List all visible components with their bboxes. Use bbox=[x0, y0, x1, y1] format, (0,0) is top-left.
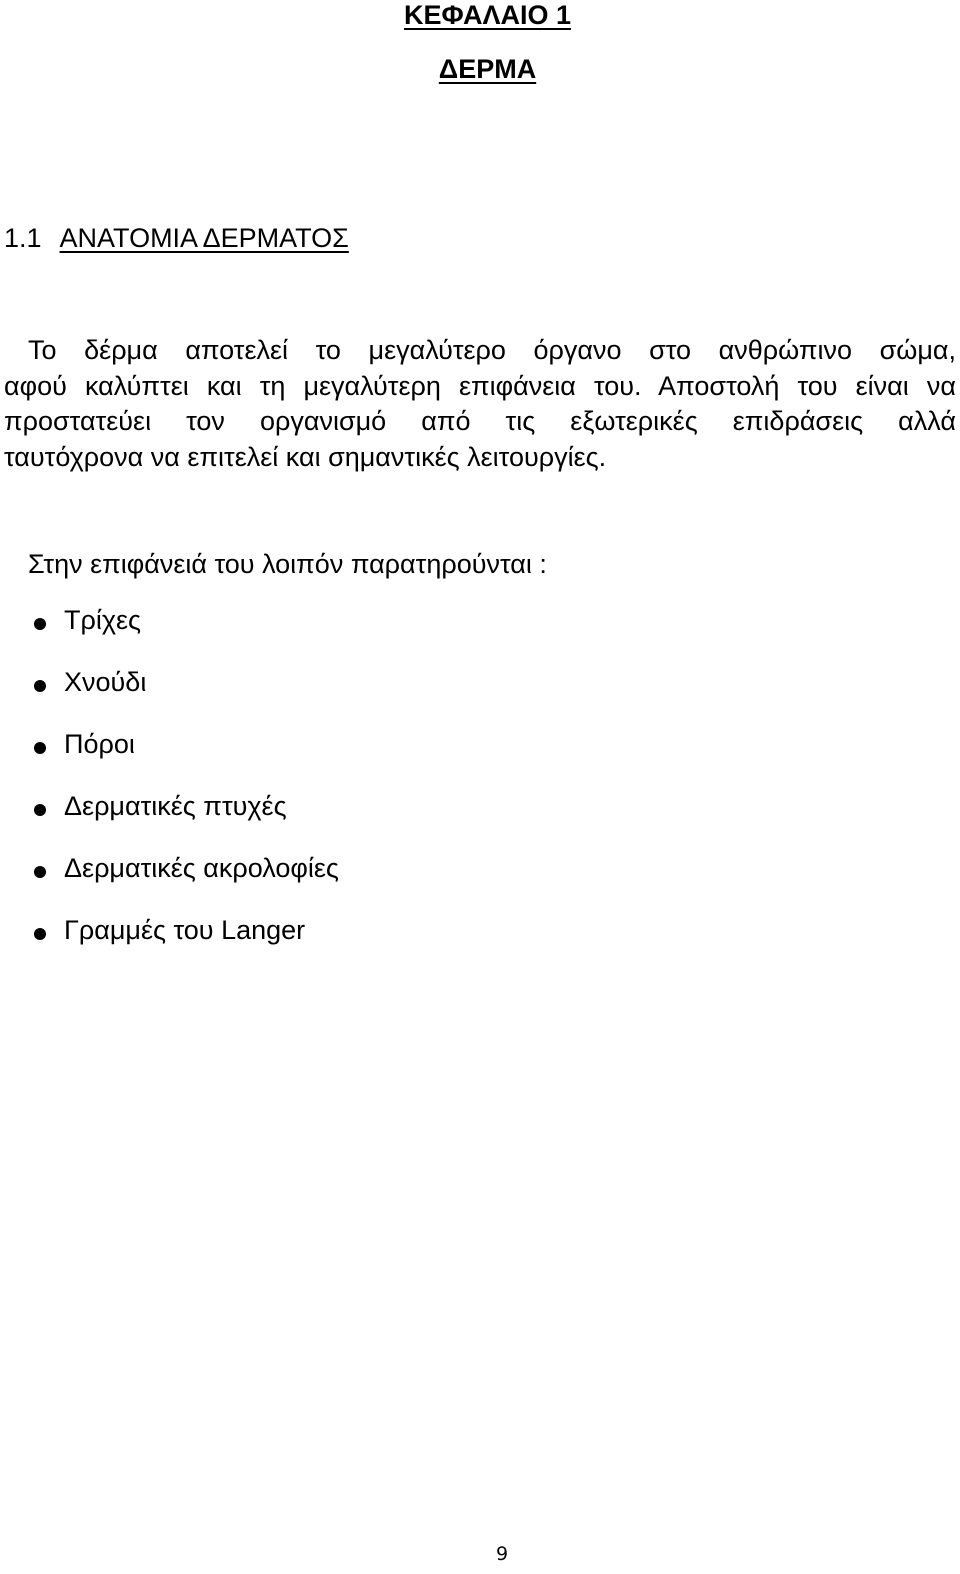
list-item-text: Χνούδι bbox=[64, 667, 147, 697]
section-number: 1.1 bbox=[4, 223, 42, 253]
section-title: ΑΝΑΤΟΜΙΑ ΔΕΡΜΑΤΟΣ bbox=[59, 223, 349, 253]
surface-intro: Στην επιφάνειά του λοιπόν παρατηρούνται : bbox=[28, 549, 547, 579]
paragraph-line: Το δέρμα αποτελεί το μεγαλύτερο όργανο στο ανθρώπινο σώμα, bbox=[28, 335, 956, 365]
paragraph-line: αφού καλύπτει και τη μεγαλύτερη επιφάνεια του. Αποστολή του είναι να bbox=[4, 370, 956, 401]
chapter-title: ΔΕΡΜΑ bbox=[438, 54, 537, 84]
bullet-icon bbox=[34, 680, 46, 692]
bullet-icon bbox=[34, 618, 46, 630]
list-item-text: Τρίχες bbox=[64, 605, 142, 635]
bullet-icon bbox=[34, 742, 46, 754]
body-paragraph bbox=[4, 333, 956, 475]
list-item-text: Δερματικές ακρολοφίες bbox=[64, 853, 339, 883]
section-heading bbox=[4, 223, 349, 254]
list-item-text: Πόροι bbox=[64, 729, 135, 759]
list-item-text: Γραμμές του Langer bbox=[64, 915, 306, 945]
bullet-icon bbox=[34, 928, 46, 940]
paragraph-line: προστατεύει τον οργανισμό από τις εξωτερικές επιδράσεις αλλά bbox=[4, 406, 956, 436]
bullet-icon bbox=[34, 804, 46, 816]
chapter-label: ΚΕΦΑΛΑΙΟ 1 bbox=[404, 0, 571, 30]
list-item-text: Δερματικές πτυχές bbox=[64, 791, 287, 821]
bullet-icon bbox=[34, 866, 46, 878]
page-number: 9 bbox=[495, 1543, 509, 1565]
paragraph-line: ταυτόχρονα να επιτελεί και σημαντικές λειτουργίες. bbox=[4, 441, 607, 472]
